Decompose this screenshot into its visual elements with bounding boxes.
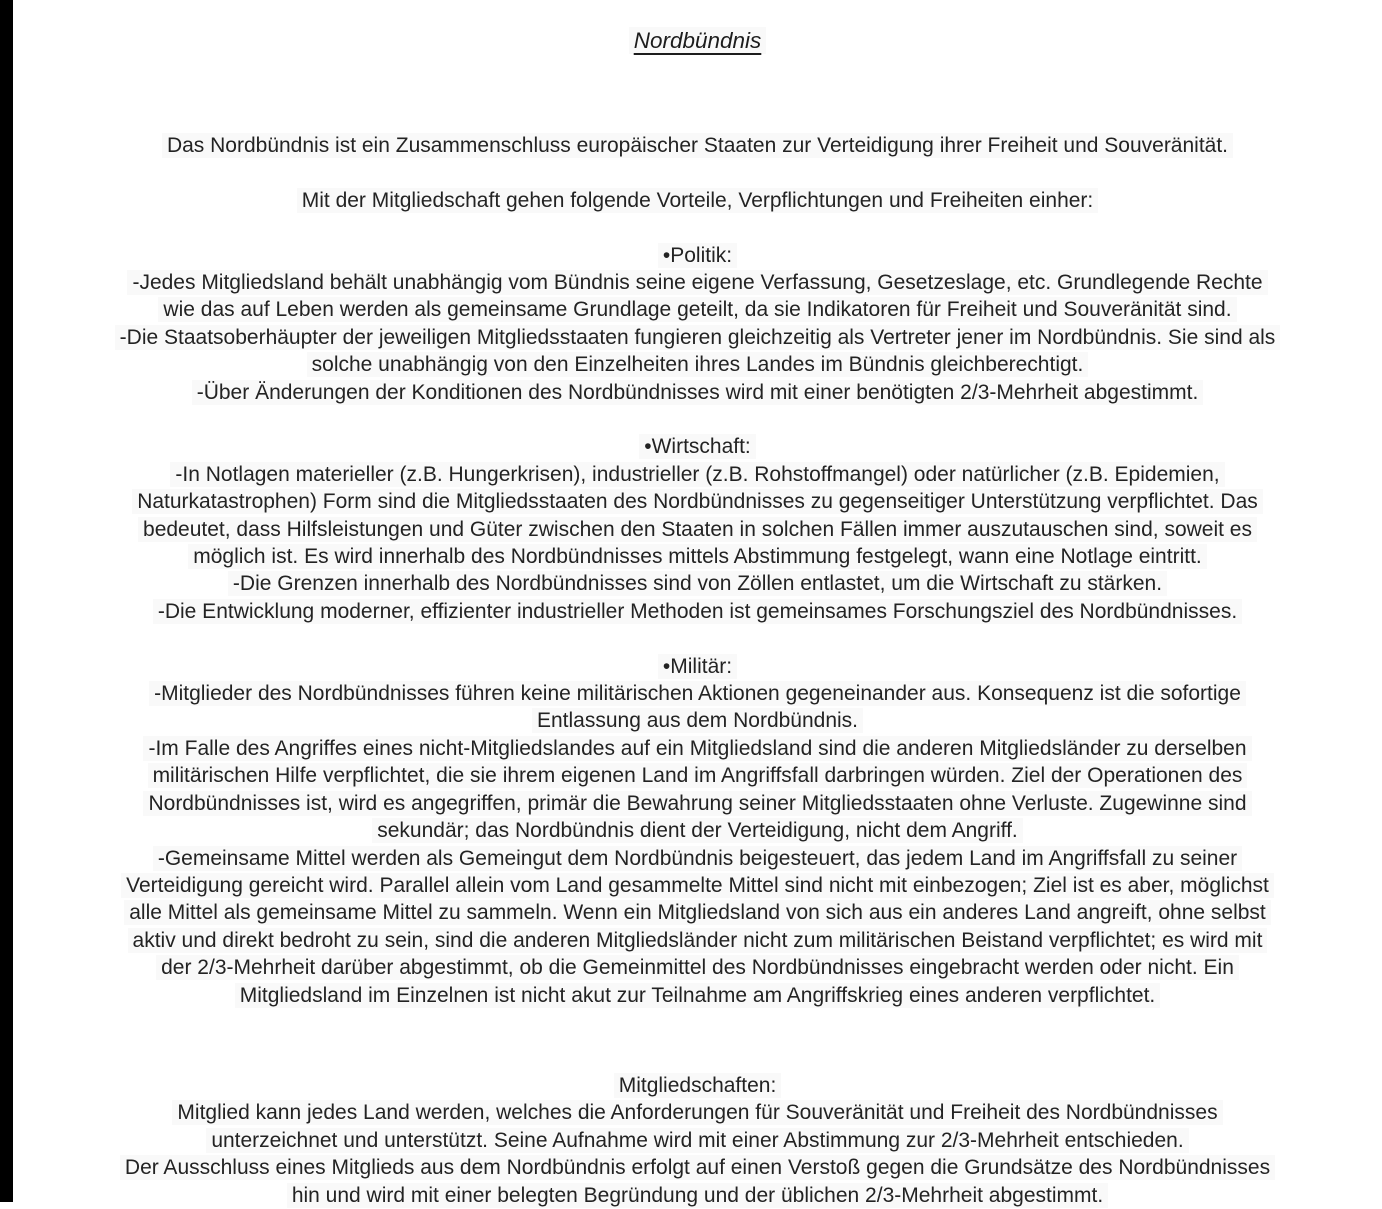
text-line — [13, 927, 1382, 954]
text-line — [13, 488, 1382, 515]
text-line — [13, 1099, 1382, 1126]
text-line — [13, 296, 1382, 323]
section — [13, 653, 1382, 1009]
text-line-text: Verteidigung gereicht wird. Parallel allein vom Land gesammelte Mittel sind nicht mit einbezogen; Ziel ist es aber, möglichst — [121, 873, 1274, 898]
text-line — [13, 269, 1382, 296]
text-line — [13, 817, 1382, 844]
intro-line — [13, 132, 1382, 159]
text-line — [13, 543, 1382, 570]
document-title-text: Nordbündnis — [629, 27, 767, 54]
text-line-text: hin und wird mit einer belegten Begründung und der üblichen 2/3-Mehrheit abgestimmt. — [287, 1183, 1108, 1208]
text-line — [13, 762, 1382, 789]
text-line-text: Der Ausschluss eines Mitglieds aus dem Nordbündnis erfolgt auf einen Verstoß gegen die Grundsätze des Nordbündnisses — [120, 1155, 1275, 1180]
text-line-text: Naturkatastrophen) Form sind die Mitgliedsstaaten des Nordbündnisses zu gegenseitiger Unterstützung verpflichtet. Das — [132, 489, 1263, 514]
text-line-text: alle Mittel als gemeinsame Mittel zu sammeln. Wenn ein Mitgliedsland von sich aus ein anderes Land angreift, ohne selbst — [124, 900, 1271, 925]
text-line-text: -Die Grenzen innerhalb des Nordbündnisses sind von Zöllen entlastet, um die Wirtschaft zu stärken. — [228, 571, 1167, 596]
section-heading-text: •Militär: — [658, 654, 737, 679]
text-line — [13, 324, 1382, 351]
section-heading — [13, 653, 1382, 680]
text-line-text: aktiv und direkt bedroht zu sein, sind die anderen Mitgliedsländer nicht zum militärischen Beistand verpflichtet; es wird mit — [128, 928, 1268, 953]
section — [13, 433, 1382, 625]
text-line — [13, 379, 1382, 406]
text-line — [13, 598, 1382, 625]
text-line-text: solche unabhängig von den Einzelheiten ihres Landes im Bündnis gleichberechtigt. — [307, 352, 1089, 377]
text-line-text: unterzeichnet und unterstützt. Seine Aufnahme wird mit einer Abstimmung zur 2/3-Mehrheit entschieden. — [206, 1128, 1188, 1153]
section-heading — [13, 242, 1382, 269]
sections-block — [13, 242, 1382, 1209]
document-title — [13, 26, 1382, 56]
intro-block — [13, 132, 1382, 214]
text-line-text: der 2/3-Mehrheit darüber abgestimmt, ob die Gemeinmittel des Nordbündnisses eingebracht werden oder nicht. Ein — [156, 955, 1239, 980]
text-line-text: -Gemeinsame Mittel werden als Gemeingut dem Nordbündnis beigesteuert, das jedem Land im Angriffsfall zu seiner — [153, 846, 1242, 871]
text-line-text: Mitgliedsland im Einzelnen ist nicht akut zur Teilnahme am Angriffskrieg eines anderen verpflichtet. — [235, 983, 1161, 1008]
text-line — [13, 516, 1382, 543]
text-line — [13, 1154, 1382, 1181]
text-line-text: Entlassung aus dem Nordbündnis. — [532, 708, 863, 733]
text-line — [13, 680, 1382, 707]
text-line-text: -Jedes Mitgliedsland behält unabhängig vom Bündnis seine eigene Verfassung, Gesetzeslage, etc. Grundlegende Rechte — [127, 270, 1267, 295]
intro-line-text: Das Nordbündnis ist ein Zusammenschluss europäischer Staaten zur Verteidigung ihrer Freiheit und Souveränität. — [162, 133, 1233, 158]
text-line-text: -Die Staatsoberhäupter der jeweiligen Mitgliedsstaaten fungieren gleichzeitig als Vertreter jener im Nordbündnis. Sie sind als — [115, 325, 1281, 350]
text-line-text: -In Notlagen materieller (z.B. Hungerkrisen), industrieller (z.B. Rohstoffmangel) oder natürlicher (z.B. Epidemien, — [170, 462, 1224, 487]
text-line — [13, 735, 1382, 762]
text-line-text: militärischen Hilfe verpflichtet, die sie ihrem eigenen Land im Angriffsfall darbringen würden. Ziel der Operationen des — [148, 763, 1248, 788]
text-line-text: Mitglied kann jedes Land werden, welches die Anforderungen für Souveränität und Freiheit des Nordbündnisses — [172, 1100, 1222, 1125]
text-line-text: wie das auf Leben werden als gemeinsame Grundlage geteilt, da sie Indikatoren für Freiheit und Souveränität sind. — [158, 297, 1236, 322]
text-line — [13, 899, 1382, 926]
text-line-text: sekundär; das Nordbündnis dient der Verteidigung, nicht dem Angriff. — [372, 818, 1023, 843]
text-line — [13, 351, 1382, 378]
section — [13, 1072, 1382, 1209]
text-line — [13, 707, 1382, 734]
text-line — [13, 570, 1382, 597]
text-line — [13, 954, 1382, 981]
text-line-text: -Mitglieder des Nordbündnisses führen keine militärischen Aktionen gegeneinander aus. Konsequenz ist die sofortige — [149, 681, 1246, 706]
section-heading — [13, 433, 1382, 460]
left-black-bar — [0, 0, 13, 1202]
text-line — [13, 790, 1382, 817]
intro-line-text: Mit der Mitgliedschaft gehen folgende Vorteile, Verpflichtungen und Freiheiten einher: — [297, 188, 1099, 213]
document — [13, 0, 1382, 1209]
text-line — [13, 872, 1382, 899]
text-line — [13, 982, 1382, 1009]
section-heading-text: •Wirtschaft: — [639, 434, 756, 459]
text-line — [13, 845, 1382, 872]
text-line — [13, 461, 1382, 488]
section-heading — [13, 1072, 1382, 1099]
section-heading-text: Mitgliedschaften: — [614, 1073, 782, 1098]
text-line-text: Nordbündnisses ist, wird es angegriffen, primär die Bewahrung seiner Mitgliedsstaaten ohne Verluste. Zugewinne sind — [143, 791, 1251, 816]
section — [13, 242, 1382, 406]
intro-line — [13, 187, 1382, 214]
text-line-text: -Im Falle des Angriffes eines nicht-Mitgliedslandes auf ein Mitgliedsland sind die anderen Mitgliedsländer zu derselben — [143, 736, 1251, 761]
text-line-text: -Die Entwicklung moderner, effizienter industrieller Methoden ist gemeinsames Forschungsziel des Nordbündnisses. — [153, 599, 1242, 624]
text-line-text: möglich ist. Es wird innerhalb des Nordbündnisses mittels Abstimmung festgelegt, wann eine Notlage eintritt. — [188, 544, 1207, 569]
text-line — [13, 1127, 1382, 1154]
text-line — [13, 1182, 1382, 1209]
section-heading-text: •Politik: — [658, 243, 737, 268]
text-line-text: -Über Änderungen der Konditionen des Nordbündnisses wird mit einer benötigten 2/3-Mehrheit abgestimmt. — [192, 380, 1204, 405]
text-line-text: bedeutet, dass Hilfsleistungen und Güter zwischen den Staaten in solchen Fällen immer auszutauschen sind, soweit es — [138, 517, 1257, 542]
